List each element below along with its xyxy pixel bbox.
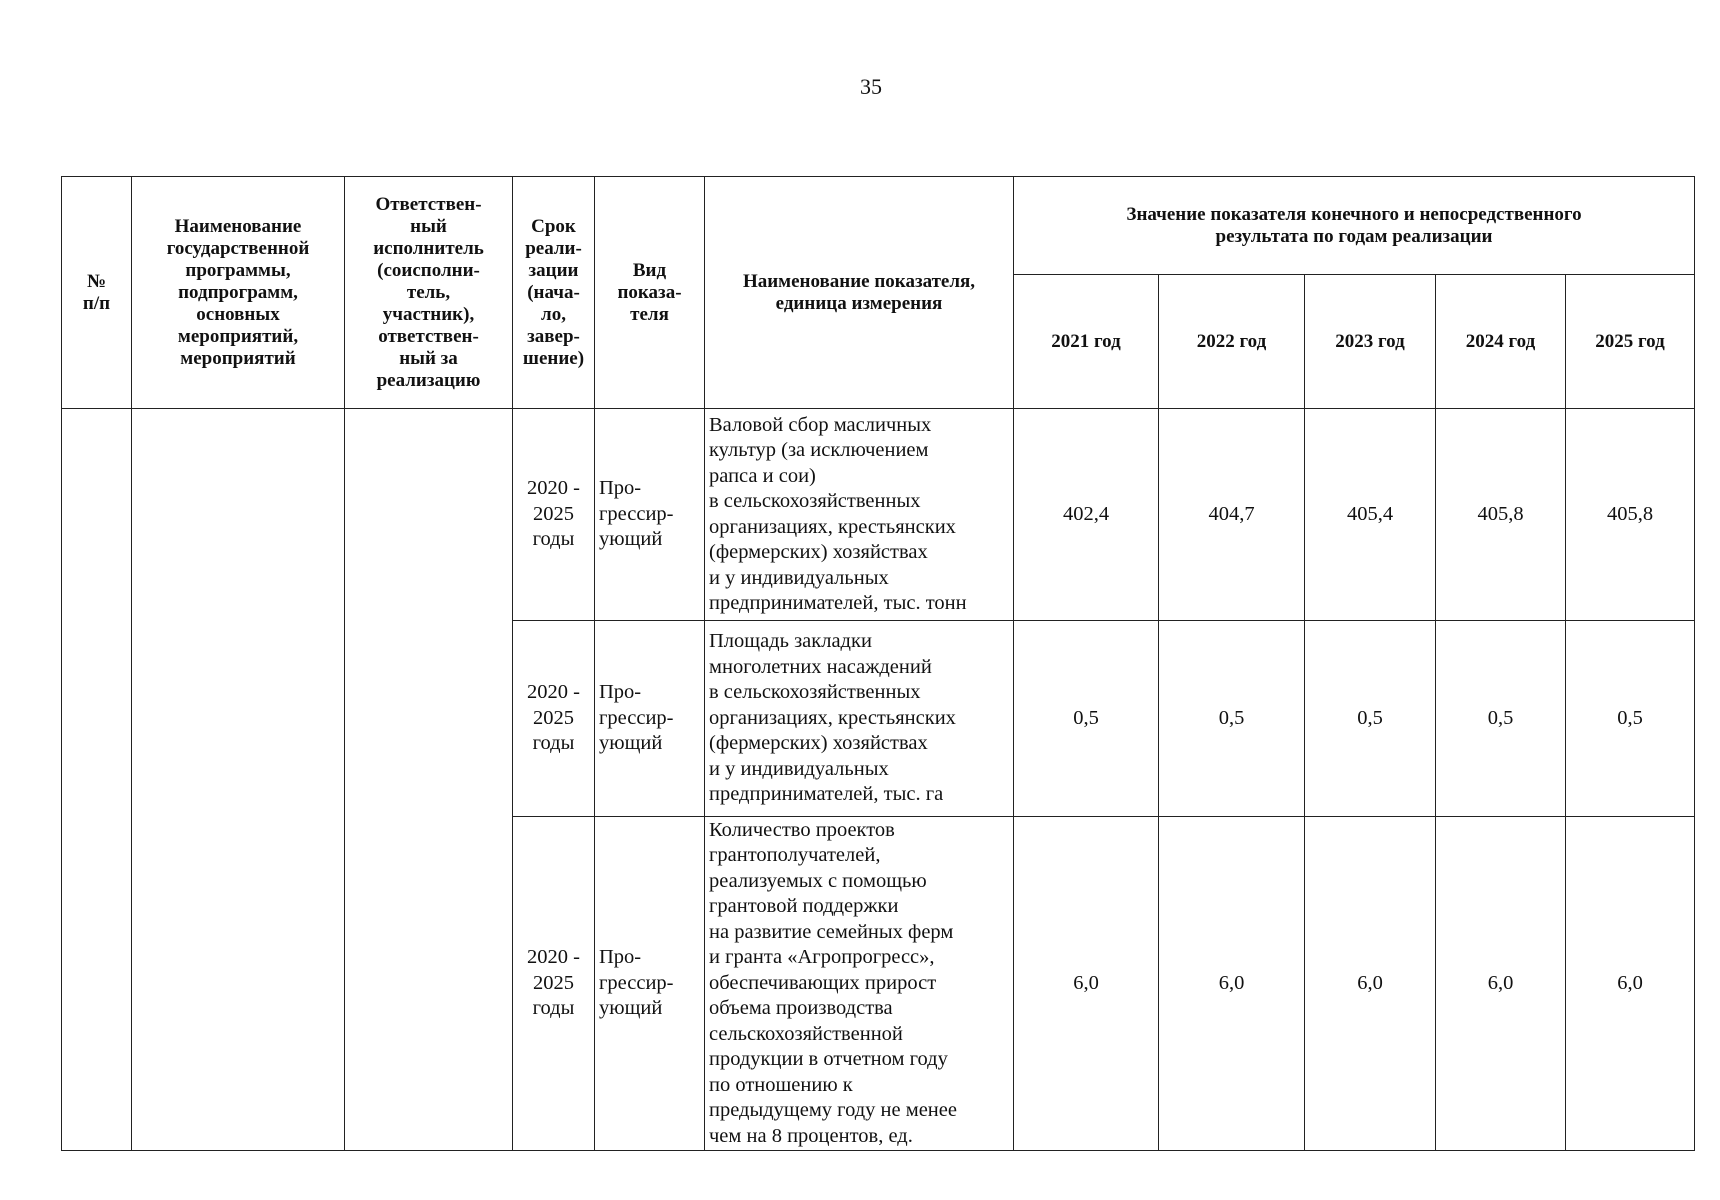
value-2021-cell: 402,4 bbox=[1014, 409, 1159, 621]
header-program-line: Наименование bbox=[174, 215, 302, 237]
indicator-line: грантовой поддержки bbox=[709, 895, 899, 918]
kind-cell bbox=[595, 409, 705, 621]
header-term-line: завер- bbox=[527, 325, 580, 347]
header-term-line: зации bbox=[528, 259, 579, 281]
value-2025-cell: 405,8 bbox=[1566, 409, 1695, 621]
term-line: 2020 - bbox=[527, 477, 580, 500]
kind-line: ующий bbox=[599, 732, 663, 755]
header-executor-line: участник), bbox=[382, 303, 475, 325]
indicator-line: продукции в отчетном году bbox=[709, 1048, 948, 1071]
indicator-line: (фермерских) хозяйствах bbox=[709, 732, 928, 755]
term-line: годы bbox=[532, 528, 575, 551]
indicator-line: по отношению к bbox=[709, 1073, 853, 1096]
header-executor-line: исполнитель bbox=[373, 237, 484, 259]
header-year-2022: 2022 год bbox=[1159, 275, 1305, 409]
indicator-line: чем на 8 процентов, ед. bbox=[709, 1124, 913, 1147]
term-line: 2020 - bbox=[527, 946, 580, 969]
program-cell bbox=[132, 409, 345, 1151]
indicator-line: обеспечивающих прирост bbox=[709, 971, 937, 994]
term-line: годы bbox=[532, 732, 575, 755]
header-executor-line: ный bbox=[410, 215, 447, 237]
indicator-line: и у индивидуальных bbox=[709, 757, 889, 780]
indicator-line: грантополучателей, bbox=[709, 844, 881, 867]
indicator-cell bbox=[705, 817, 1014, 1151]
value-2021-cell: 6,0 bbox=[1014, 817, 1159, 1151]
kind-line: Про- bbox=[599, 946, 642, 969]
kind-cell bbox=[595, 817, 705, 1151]
indicator-line: предпринимателей, тыс. тонн bbox=[709, 592, 967, 614]
header-kind bbox=[595, 177, 705, 409]
header-executor-line: ный за bbox=[399, 347, 458, 369]
term-cell bbox=[513, 621, 595, 817]
executor-cell bbox=[345, 409, 513, 1151]
header-year-2024: 2024 год bbox=[1436, 275, 1566, 409]
header-values-group bbox=[1014, 177, 1695, 275]
header-term-line: (нача- bbox=[527, 281, 580, 303]
indicator-line: реализуемых с помощью bbox=[709, 869, 927, 892]
indicator-line: и гранта «Агропрогресс», bbox=[709, 946, 935, 969]
indicator-line: предпринимателей, тыс. га bbox=[709, 783, 944, 806]
indicators-table bbox=[61, 176, 1695, 1151]
header-row-group bbox=[62, 177, 1695, 275]
value-2024-cell: 6,0 bbox=[1436, 817, 1566, 1151]
indicator-line: на развитие семейных ферм bbox=[709, 920, 954, 943]
indicator-line: в сельскохозяйственных bbox=[709, 681, 921, 704]
term-cell bbox=[513, 409, 595, 621]
kind-line: Про- bbox=[599, 681, 642, 704]
value-2022-cell: 6,0 bbox=[1159, 817, 1305, 1151]
header-executor-line: тель, bbox=[406, 281, 451, 303]
header-program-line: основных bbox=[196, 303, 280, 325]
header-program-line: мероприятий bbox=[180, 347, 296, 369]
header-executor-line: ответствен- bbox=[378, 325, 479, 347]
kind-line: Про- bbox=[599, 477, 642, 500]
indicator-cell bbox=[705, 621, 1014, 817]
indicator-line: Площадь закладки bbox=[709, 630, 872, 653]
indicator-line: и у индивидуальных bbox=[709, 566, 889, 589]
page-number: 35 bbox=[860, 74, 882, 99]
header-program-line: программы, bbox=[185, 259, 291, 281]
indicator-line: Валовой сбор масличных bbox=[709, 413, 932, 436]
header-year-2023: 2023 год bbox=[1305, 275, 1436, 409]
value-2024-cell: 405,8 bbox=[1436, 409, 1566, 621]
indicator-line: в сельскохозяйственных bbox=[709, 490, 921, 512]
indicator-line: Количество проектов bbox=[709, 818, 895, 841]
value-2022-cell: 0,5 bbox=[1159, 621, 1305, 817]
header-indicator-line: единица измерения bbox=[775, 292, 943, 314]
table-row bbox=[62, 409, 1695, 621]
header-kind-line: теля bbox=[630, 303, 669, 325]
header-term-line: Срок bbox=[531, 215, 576, 237]
header-term bbox=[513, 177, 595, 409]
header-executor bbox=[345, 177, 513, 409]
header-num-line: № bbox=[86, 270, 107, 292]
indicator-line: культур (за исключением bbox=[709, 439, 929, 461]
header-num bbox=[62, 177, 132, 409]
header-executor-line: реализацию bbox=[376, 369, 481, 391]
header-num-line: п/п bbox=[82, 292, 111, 314]
value-2021-cell: 0,5 bbox=[1014, 621, 1159, 817]
indicator-line: сельскохозяйственной bbox=[709, 1022, 903, 1045]
header-kind-line: Вид bbox=[632, 259, 667, 281]
value-2023-cell: 405,4 bbox=[1305, 409, 1436, 621]
header-indicator-line: Наименование показателя, bbox=[742, 270, 976, 292]
term-line: годы bbox=[532, 997, 575, 1020]
value-2022-cell: 404,7 bbox=[1159, 409, 1305, 621]
term-cell bbox=[513, 817, 595, 1151]
header-executor-line: (соисполни- bbox=[377, 259, 480, 281]
kind-cell bbox=[595, 621, 705, 817]
header-program-line: государственной bbox=[166, 237, 310, 259]
kind-line: ующий bbox=[599, 997, 663, 1020]
header-values-group-line: Значение показателя конечного и непосредственного bbox=[1126, 203, 1582, 225]
kind-line: ующий bbox=[599, 528, 663, 551]
term-line: 2025 bbox=[533, 706, 574, 729]
header-program-line: мероприятий, bbox=[177, 325, 299, 347]
header-year-2021: 2021 год bbox=[1014, 275, 1159, 409]
header-kind-line: показа- bbox=[617, 281, 682, 303]
value-2023-cell: 6,0 bbox=[1305, 817, 1436, 1151]
header-year-2025: 2025 год bbox=[1566, 275, 1695, 409]
header-term-line: реали- bbox=[525, 237, 582, 259]
value-2025-cell: 0,5 bbox=[1566, 621, 1695, 817]
header-executor-line: Ответствен- bbox=[375, 193, 482, 215]
term-line: 2025 bbox=[533, 502, 574, 525]
indicator-line: организациях, крестьянских bbox=[709, 515, 956, 538]
header-term-line: ло, bbox=[541, 303, 566, 325]
indicator-line: объема производства bbox=[709, 997, 893, 1020]
header-indicator bbox=[705, 177, 1014, 409]
header-term-line: шение) bbox=[522, 347, 585, 369]
header-values-group-line: результата по годам реализации bbox=[1215, 225, 1493, 247]
value-2024-cell: 0,5 bbox=[1436, 621, 1566, 817]
term-line: 2025 bbox=[533, 971, 574, 994]
indicator-line: организациях, крестьянских bbox=[709, 706, 956, 729]
indicator-line: предыдущему году не менее bbox=[709, 1099, 957, 1122]
value-2025-cell: 6,0 bbox=[1566, 817, 1695, 1151]
kind-line: грессир- bbox=[599, 971, 674, 994]
term-line: 2020 - bbox=[527, 681, 580, 704]
kind-line: грессир- bbox=[599, 706, 674, 729]
indicator-line: рапса и сои) bbox=[709, 464, 816, 487]
header-program bbox=[132, 177, 345, 409]
indicator-cell bbox=[705, 409, 1014, 621]
value-2023-cell: 0,5 bbox=[1305, 621, 1436, 817]
indicator-line: многолетних насаждений bbox=[709, 655, 932, 678]
indicator-line: (фермерских) хозяйствах bbox=[709, 541, 928, 563]
kind-line: грессир- bbox=[599, 502, 674, 525]
num-cell bbox=[62, 409, 132, 1151]
header-program-line: подпрограмм, bbox=[178, 281, 298, 303]
